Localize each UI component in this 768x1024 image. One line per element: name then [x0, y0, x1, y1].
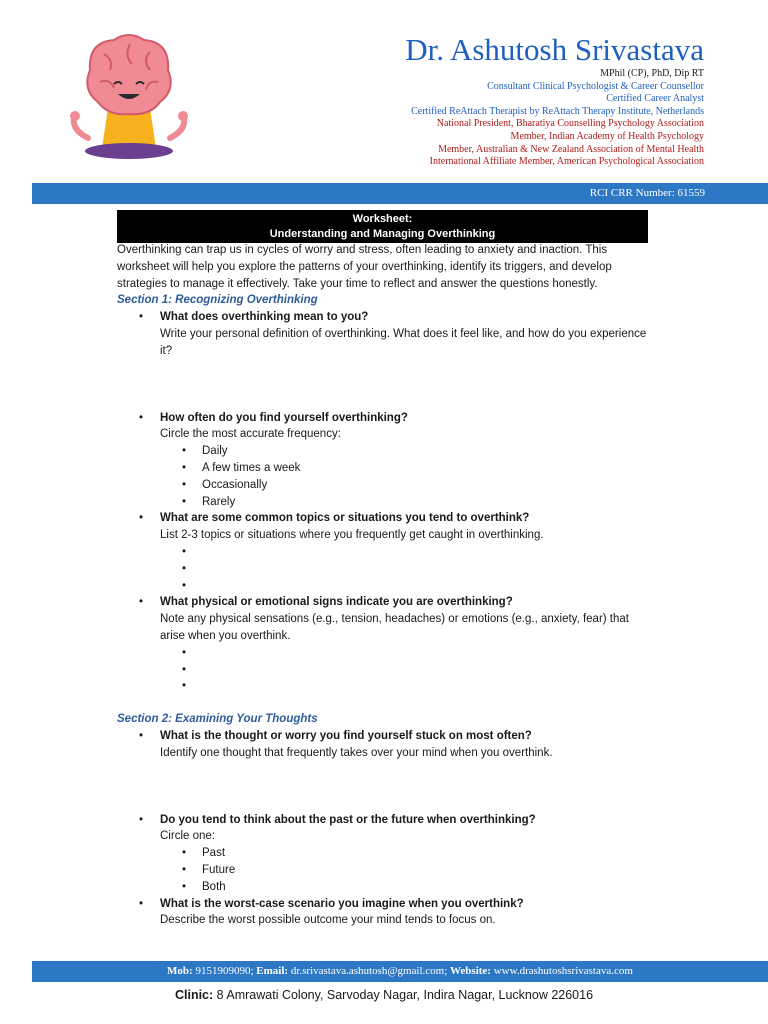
- section-heading: Section 2: Examining Your Thoughts: [117, 713, 318, 726]
- option-item: • Past: [117, 845, 657, 862]
- bullet-icon: •: [182, 863, 187, 876]
- doctor-name: Dr. Ashutosh Srivastava: [405, 32, 704, 67]
- bullet-icon: •: [182, 545, 187, 558]
- question-prompt: Note any physical sensations (e.g., tension, headaches) or emotions (e.g., anxiety, fear) that arise when you overthink.: [160, 613, 629, 642]
- bullet-icon: •: [139, 596, 144, 609]
- letterhead: [405, 32, 704, 169]
- rci-number-band: RCI CRR Number: 61559: [32, 183, 768, 204]
- bullet-icon: •: [182, 495, 187, 508]
- question-item: [117, 309, 657, 359]
- option-item: • Future: [117, 862, 657, 879]
- intro-paragraph: Overthinking can trap us in cycles of worry and stress, often leading to anxiety and inaction. This worksheet will help you explore the patterns of your overthinking, identify its triggers, and develop strategies to manage it effectively. Take your time to reflect and answer the questions honestly.: [117, 244, 612, 290]
- bullet-icon: •: [182, 680, 187, 693]
- bullet-icon: •: [182, 445, 187, 458]
- blank-entry: [117, 662, 657, 679]
- question-text: What does overthinking mean to you?: [160, 311, 369, 324]
- question-prompt: List 2-3 topics or situations where you frequently get caught in overthinking.: [160, 529, 544, 542]
- option-item: • Occasionally: [117, 477, 657, 494]
- brain-meditating-logo: [70, 30, 188, 160]
- bullet-icon: •: [182, 646, 187, 659]
- question-prompt: Circle the most accurate frequency:: [160, 428, 341, 441]
- question-item: [117, 896, 657, 930]
- question-text: Do you tend to think about the past or the future when overthinking?: [160, 813, 536, 826]
- blank-entry: [117, 678, 657, 695]
- question-item: [117, 728, 657, 762]
- blank-entry: [117, 645, 657, 662]
- question-prompt: Identify one thought that frequently takes over your mind when you overthink.: [160, 746, 553, 759]
- clinic-address: Clinic: 8 Amrawati Colony, Sarvoday Nagar, Indira Nagar, Lucknow 226016: [174, 988, 594, 1002]
- question-text: What physical or emotional signs indicate you are overthinking?: [160, 596, 513, 609]
- blank-entry: [117, 561, 657, 578]
- worksheet-title: Understanding and Managing Overthinking: [269, 228, 496, 240]
- option-item: • Daily: [117, 443, 657, 460]
- option-item: • Rarely: [117, 494, 657, 511]
- question-item: [117, 410, 657, 444]
- question-item: [117, 510, 657, 544]
- bullet-icon: •: [139, 512, 144, 525]
- worksheet-title-box: [117, 210, 648, 243]
- credential-line: Member, Australian & New Zealand Association of Mental Health: [438, 143, 704, 155]
- mobile-number: 9151909090;: [195, 965, 254, 977]
- bullet-icon: •: [182, 579, 187, 592]
- bullet-icon: •: [182, 663, 187, 676]
- question-prompt: Describe the worst possible outcome your mind tends to focus on.: [160, 914, 496, 927]
- question-text: How often do you find yourself overthinking?: [160, 411, 408, 424]
- credential-line: Certified ReAttach Therapist by ReAttach Therapy Institute, Netherlands: [411, 105, 704, 117]
- credential-line: MPhil (CP), PhD, Dip RT: [600, 68, 704, 79]
- bullet-icon: •: [182, 478, 187, 491]
- blank-entry: [117, 544, 657, 561]
- question-text: What is the worst-case scenario you imagine when you overthink?: [160, 897, 524, 910]
- bullet-icon: •: [139, 311, 144, 324]
- bullet-icon: •: [139, 813, 144, 826]
- credential-line: Consultant Clinical Psychologist & Career Counsellor: [487, 80, 704, 92]
- bullet-icon: •: [182, 847, 187, 860]
- question-text: What is the thought or worry you find yourself stuck on most often?: [160, 729, 532, 742]
- question-prompt: Circle one:: [160, 830, 215, 843]
- option-item: • A few times a week: [117, 460, 657, 477]
- credential-line: National President, Bharatiya Counselling Psychology Association: [436, 118, 704, 130]
- bullet-icon: •: [182, 461, 187, 474]
- worksheet-body: [117, 242, 657, 929]
- bullet-icon: •: [182, 880, 187, 893]
- bullet-icon: •: [139, 897, 144, 910]
- bullet-icon: •: [139, 729, 144, 742]
- option-item: • Both: [117, 879, 657, 896]
- question-text: What are some common topics or situations you tend to overthink?: [160, 512, 530, 525]
- website-link: www.drashutoshsrivastava.com: [493, 965, 633, 977]
- worksheet-label: Worksheet:: [352, 213, 413, 225]
- section-heading: Section 1: Recognizing Overthinking: [117, 294, 318, 307]
- bullet-icon: •: [182, 562, 187, 575]
- question-item: [117, 812, 657, 846]
- question-prompt: Write your personal definition of overthinking. What does it feel like, and how do you experience it?: [160, 327, 647, 357]
- credential-line: Member, Indian Academy of Health Psychology: [510, 130, 704, 142]
- email-address: dr.srivastava.ashutosh@gmail.com;: [290, 965, 448, 977]
- credential-line: Certified Career Analyst: [606, 93, 704, 105]
- blank-entry: [117, 578, 657, 595]
- bullet-icon: •: [139, 411, 144, 424]
- contact-band: Mob: 9151909090; Email: dr.srivastava.ashutosh@gmail.com; Website: www.drashutoshsrivastava.com: [32, 961, 768, 982]
- credential-line: International Affiliate Member, American Psychological Association: [429, 156, 704, 168]
- question-item: [117, 594, 657, 644]
